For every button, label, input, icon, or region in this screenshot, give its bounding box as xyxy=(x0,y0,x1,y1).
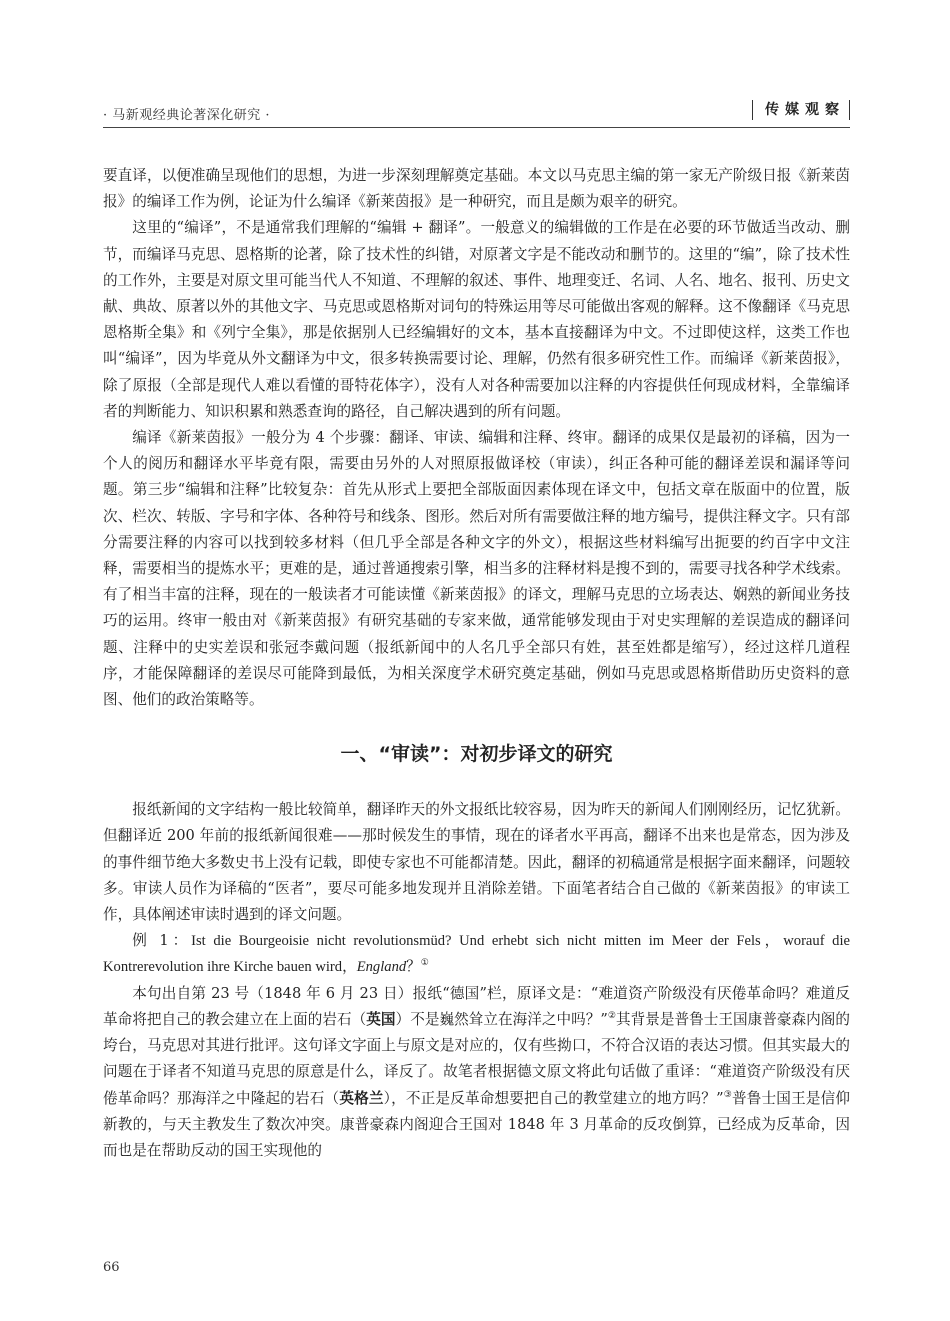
header-section-title: · 马新观经典论著深化研究 · xyxy=(103,108,271,123)
footnote-ref-1: ① xyxy=(420,958,429,969)
text-run: 其背景是普鲁士王国康普豪森内阁的垮台，马克思对其进行批评。这句译文字面上与原文是对应的，仅有些拗口，不符合汉语的表达习惯。但其实最大的问题在于译者不知道马克思的原意是什么，译反了。故笔者根据德文原文将此句话做了重译：“难道资产阶级没有厌倦革命吗？那海洋之中隆起的岩石（ xyxy=(103,1010,850,1107)
example-label: 例 1： xyxy=(132,932,192,950)
running-header xyxy=(103,96,850,130)
german-quote-england: England xyxy=(356,959,407,976)
page-number: 66 xyxy=(103,1260,120,1275)
header-rule xyxy=(103,127,850,128)
text-run: 普鲁士国王是信仰新教的，与天主教发生了数次冲突。康普豪森内阁迎合王国对 1848 年 3 月革命的反攻倒算，已经成为反革命，因而也是在帮助反动的国王实现他的 xyxy=(103,1089,850,1159)
header-column-title: 传媒观察 xyxy=(752,100,850,120)
example-1 xyxy=(103,928,850,980)
text-run: 本句出自第 23 号（1848 年 6 月 23 日）报纸“德国”栏，原译文是：“难道资产阶级没有厌倦革命吗？难道反革命将把自己的教会建立在上面的岩石（ xyxy=(103,984,850,1028)
article-body xyxy=(103,163,850,1164)
paragraph-6 xyxy=(103,981,850,1164)
paragraph-1: 要直译，以便准确呈现他们的思想，为进一步深刻理解奠定基础。本文以马克思主编的第一家无产阶级日报《新莱茵报》的编译工作为例，论证为什么编译《新莱茵报》是一种研究，而且是颇为艰辛的研究。 xyxy=(103,167,850,211)
footnote-ref-2: ② xyxy=(607,1010,616,1021)
text-run: ）不是巍然耸立在海洋之中吗？” xyxy=(395,1010,608,1028)
german-quote: Ist die Bourgeoisie nicht revolutionsmüd? Und erhebt sich nicht mitten im Meer der Fels，worauf die Kontrerevolution ihre Kirche bauen wird， xyxy=(103,933,850,976)
text-run: ），不正是反革命想要把自己的教堂建立的地方吗？” xyxy=(383,1089,724,1107)
footnote-ref-3: ③ xyxy=(723,1089,732,1100)
bold-term-england: 英国 xyxy=(366,1010,396,1028)
question-mark: ？ xyxy=(406,958,421,976)
paragraph-2: 这里的“编译”，不是通常我们理解的“编辑 + 翻译”。一般意义的编辑做的工作是在必要的环节做适当改动、删节，而编译马克思、恩格斯的论著，除了技术性的纠错，对原著文字是不能改动和删节的。这里的“编”，除了技术性的工作外，主要是对原文里可能当代人不知道、不理解的叙述、事件、地理变迁、名词、人名、地名、报刊、历史文献、典故、原著以外的其他文字、马克思或恩格斯对词句的特殊运用等尽可能做出客观的解释。这不像翻译《马克思恩格斯全集》和《列宁全集》，那是依据别人已经编辑好的文本，基本直接翻译为中文。不过即使这样，这类工作也叫“编译”，因为毕竟从外文翻译为中文，很多转换需要讨论、理解，仍然有很多研究性工作。而编译《新莱茵报》，除了原报（全部是现代人难以看懂的哥特花体字），没有人对各种需要加以注释的内容提供任何现成材料，全靠编译者的判断能力、知识积累和熟悉查询的路径，自己解决遇到的所有问题。 xyxy=(103,219,850,420)
paragraph-3: 编译《新莱茵报》一般分为 4 个步骤：翻译、审读、编辑和注释、终审。翻译的成果仅是最初的译稿，因为一个人的阅历和翻译水平毕竟有限，需要由另外的人对照原报做译校（审读），纠正各种可能的翻译差误和漏译等问题。第三步“编辑和注释”比较复杂：首先从形式上要把全部版面因素体现在译文中，包括文章在版面中的位置，版次、栏次、转版、字号和字体、各种符号和线条、图形。然后对所有需要做注释的地方编号，提供注释文字。只有部分需要注释的内容可以找到较多材料（但几乎全部是各种文字的外文），根据这些材料编写出扼要的约百字中文注释，需要相当的提炼水平；更难的是，通过普通搜索引擎，相当多的注释材料是搜不到的，需要寻找各种学术线索。有了相当丰富的注释，现在的一般读者才可能读懂《新莱茵报》的译文，理解马克思的立场表达、娴熟的新闻业务技巧的运用。终审一般由对《新莱茵报》有研究基础的专家来做，通常能够发现由于对史实理解的差误造成的翻译问题、注释中的史实差误和张冠李戴问题（报纸新闻中的人名几乎全部只有姓，甚至姓都是缩写），经过这样几道程序，才能保障翻译的差误尽可能降到最低，为相关深度学术研究奠定基础，例如马克思或恩格斯借助历史资料的意图、他们的政治策略等。 xyxy=(103,429,850,709)
bold-term-england-2: 英格兰 xyxy=(339,1089,384,1107)
paragraph-4: 报纸新闻的文字结构一般比较简单，翻译昨天的外文报纸比较容易，因为昨天的新闻人们刚刚经历，记忆犹新。但翻译近 200 年前的报纸新闻很难——那时候发生的事情，现在的译者水平再高，翻译不出来也是常态，因为涉及的事件细节绝大多数史书上没有记载，即使专家也不可能都清楚。因此，翻译的初稿通常是根据字面来翻译，问题较多。审读人员作为译稿的“医者”，要尽可能多地发现并且消除差错。下面笔者结合自己做的《新莱茵报》的审读工作，具体阐述审读时遇到的译文问题。 xyxy=(103,801,850,924)
section-heading: 一、“审读”：对初步译文的研究 xyxy=(340,743,613,766)
